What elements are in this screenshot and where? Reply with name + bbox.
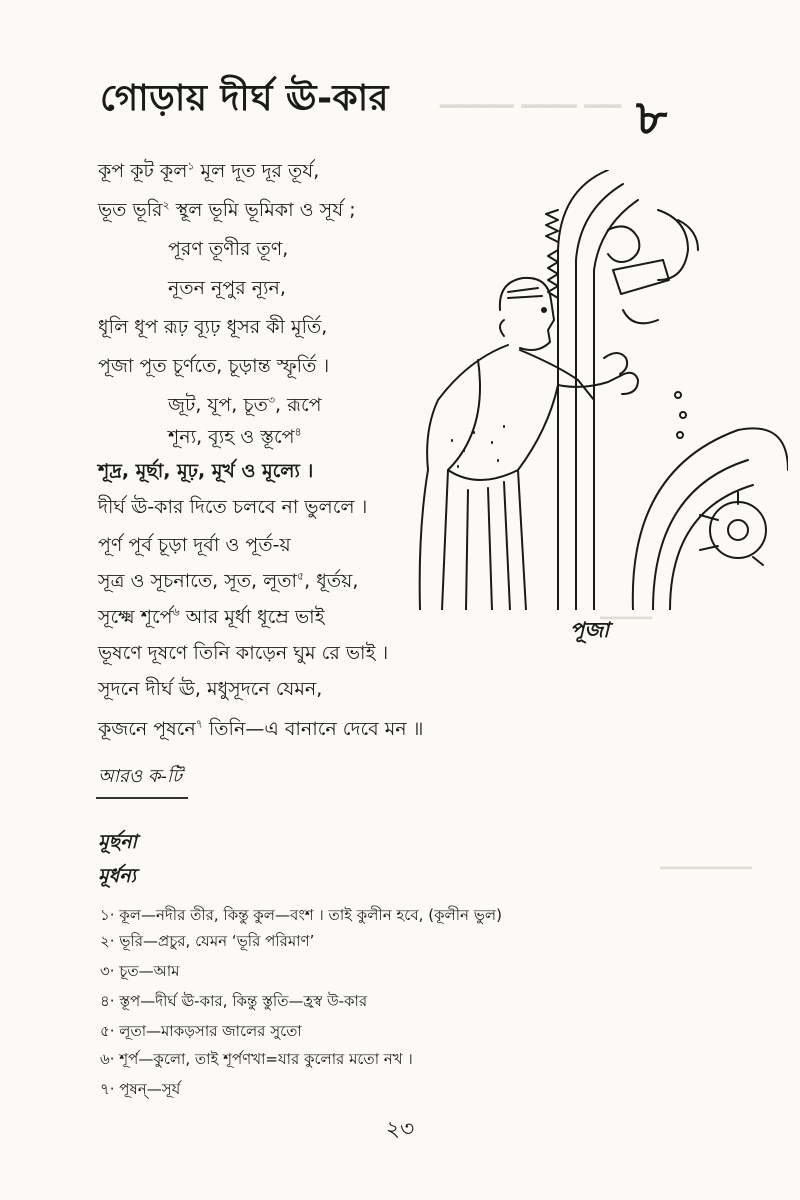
poem-line: নূতন নূপুর ন্যূন, [168, 277, 286, 299]
poem-line: কূজনে পূষনে$^৭$ তিনি—এ বানানে দেবে মন ॥ [98, 717, 424, 740]
poem-line: সূত্র ও সূচনাতে, সূত, লূতা$^৫$, ধূর্তয়, [98, 569, 359, 592]
poem-line: পূজা পূত চূর্ণতে, চূড়ান্ত স্ফূর্তি । [98, 355, 330, 377]
extra-word: মূর্ধন্য [98, 865, 137, 887]
poem-line: ভূত ভূরি$^২$ স্থূল ভূমি ভূমিকা ও সূর্য ; [98, 198, 356, 221]
more-words-heading: আরও ক-টি [98, 766, 182, 787]
poem-line: সূক্ষ্মে শূর্পে$^৬$ আর মূর্ধা ধূম্রে ভাই [98, 605, 325, 628]
show-through-text: ▁▁▁▁▁▁▁ [660, 850, 752, 870]
illustration-puja [408, 170, 788, 610]
footnote: ৫· লূতা—মাকড়সার জালের সুতো [100, 1022, 302, 1040]
poem-line: কূপ কূট কূল$^১$ মূল দূত দূর তূর্য, [98, 159, 320, 182]
poem-line: জূট, যূপ, চূত$^৩$, রূপে [168, 393, 322, 416]
poem-line: ধূলি ধূপ রূঢ় ব্যূঢ় ধূসর কী মূর্তি, [98, 316, 328, 338]
extra-word: মূর্ছনা [98, 831, 137, 853]
poem-line: শূন্য, ব্যূহ ও স্তূপে$^৪$ [168, 425, 302, 448]
footnote: ৪· স্তূপ—দীর্ঘ ঊ-কার, কিন্তু স্তুতি—হ্রস্ব উ-কার [100, 992, 368, 1010]
footnote: ৬· শূর্প—কুলো, তাই শূর্পণখা=যার কুলোর মতো নখ । [100, 1050, 413, 1068]
poem-line: সূদনে দীর্ঘ ঊ, মধুসূদনে যেমন, [98, 678, 323, 700]
poem-line: পূরণ তূণীর তূণ, [168, 238, 289, 260]
page-number: ২৩ [385, 1117, 415, 1142]
show-through-text: ▁▁▁▁ ▁▁▁ ▁▁ [440, 80, 622, 108]
divider [96, 797, 188, 799]
poem-line: পূর্ণ পূর্ব চূড়া দূর্বা ও পূর্ত-য় [98, 534, 291, 556]
footnote: ২· ভূরি—প্রচুর, যেমন ‘ভূরি পরিমাণ’ [100, 932, 315, 950]
chapter-number: ৮ [636, 90, 668, 146]
poem-line: ভূষণে দূষণে তিনি কাড়েন ঘুম রে ভাই । [98, 642, 389, 664]
pillar-outline [558, 170, 608, 610]
footnote: ১· কূল—নদীর তীর, কিন্তু কুল—বংশ । তাই কুলীন হবে, (কূলীন ভুল) [100, 906, 502, 924]
footnote: ৩· চূত—আম [100, 962, 180, 980]
poem-line: দীর্ঘ ঊ-কার দিতে চলবে না ভুললে । [98, 496, 368, 518]
poem-line: শূদ্র, মূর্ছা, মূঢ়, মূর্খ ও মূল্যে । [98, 460, 314, 482]
footnote: ৭· পূষন্—সূর্য [100, 1080, 181, 1098]
illustration-caption: পূজা [570, 618, 610, 642]
show-through-text: ▁▁▁▁ [600, 600, 653, 620]
page-title: গোড়ায় দীর্ঘ ঊ-কার [100, 78, 389, 119]
